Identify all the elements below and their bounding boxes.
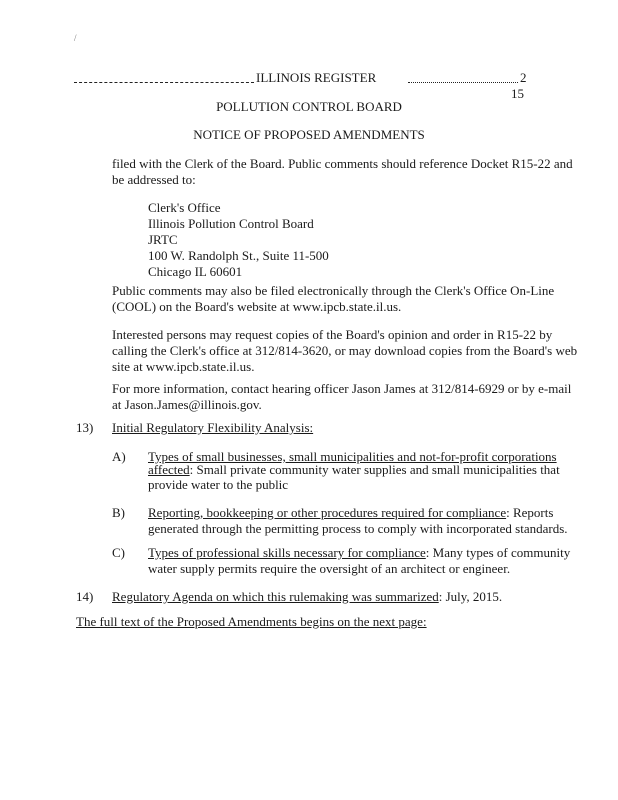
copies-line-2: calling the Clerk's office at 312/814-3620, or may download copies from the Board's web [112,343,578,358]
contact-line-2: at Jason.James@illinois.gov. [112,397,262,412]
item-13c-line-1 [148,545,570,561]
item-13b-text: : Reports [506,505,554,520]
intro-line-1: filed with the Clerk of the Board. Public comments should reference Docket R15-22 and [112,156,573,171]
copies-line-3: site at www.ipcb.state.il.us. [112,359,255,374]
item-14-number: 14) [76,589,94,604]
electronic-line-1: Public comments may also be filed electronically through the Clerk's Office On-Line [112,283,555,298]
address-line: JRTC [148,232,178,247]
item-13c-heading: Types of professional skills necessary for compliance [148,545,426,560]
item-13c-label: C) [112,545,125,560]
register-title: ILLINOIS REGISTER [256,70,377,85]
address-line: Illinois Pollution Control Board [148,216,314,231]
notice-title: NOTICE OF PROPOSED AMENDMENTS [193,127,425,142]
intro-line-2: be addressed to: [112,172,196,187]
item-13a-heading: Types of small businesses, small municipalities and not-for-profit corporations [148,449,557,464]
item-13b-line-2: generated through the permitting process to comply with incorporated standards. [148,521,568,536]
address-line: Clerk's Office [148,200,221,215]
stray-mark: / [74,33,77,43]
item-13c-line-2: water supply permits require the oversight of an architect or engineer. [148,561,511,576]
item-14-text: : July, 2015. [438,589,503,604]
item-13a-line-3: provide water to the public [148,477,289,492]
item-13a-text: : Small private community water supplies and small municipalities that [189,462,560,477]
header-rule-left [74,82,254,83]
address-line: 100 W. Randolph St., Suite 11-500 [148,248,329,263]
item-13b-label: B) [112,505,125,520]
page-number: 2 [520,70,527,85]
item-13b-line-1 [148,505,553,521]
item-13a-line-2 [148,462,560,478]
header-rule-right [408,82,518,83]
item-13a-label: A) [112,449,126,464]
footer-note: The full text of the Proposed Amendments begins on the next page: [76,614,427,629]
item-13-title: Initial Regulatory Flexibility Analysis: [112,420,314,435]
item-14-line [112,589,502,605]
item-14-heading: Regulatory Agenda on which this rulemaking was summarized [112,589,439,604]
electronic-line-2: (COOL) on the Board's website at www.ipcb.state.il.us. [112,299,402,314]
item-13b-heading: Reporting, bookkeeping or other procedures required for compliance [148,505,507,520]
item-13-number: 13) [76,420,94,435]
register-header [74,70,526,86]
board-name: POLLUTION CONTROL BOARD [216,99,402,114]
item-13c-text: : Many types of community [425,545,571,560]
address-line: Chicago IL 60601 [148,264,243,279]
page-number-secondary: 15 [511,86,524,101]
item-13a-heading-end: affected [148,462,190,477]
copies-line-1: Interested persons may request copies of the Board's opinion and order in R15-22 by [112,327,553,342]
contact-line-1: For more information, contact hearing officer Jason James at 312/814-6929 or by e-mail [112,381,572,396]
